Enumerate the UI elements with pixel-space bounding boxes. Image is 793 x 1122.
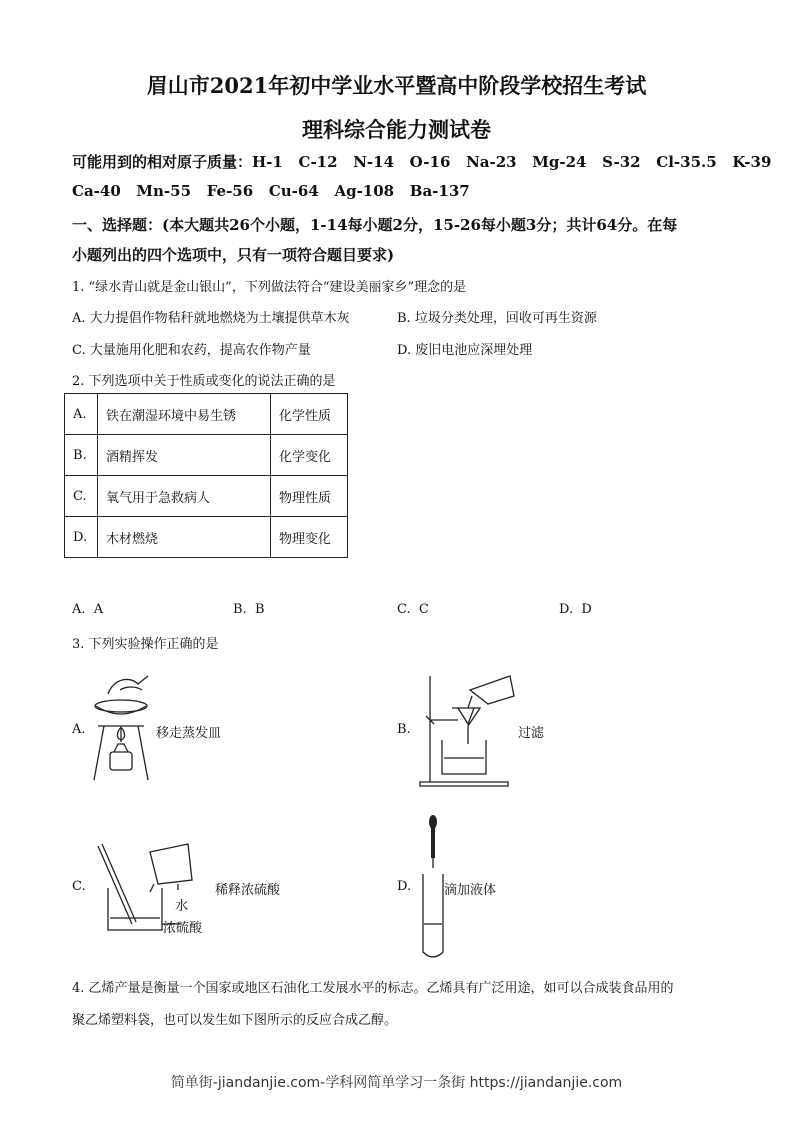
atomic-masses-line1: 可能用到的相对原子质量：H-1 C-12 N-14 O-16 Na-23 Mg-24 S-32 Cl-35.5 K-39 [72,153,772,171]
section-heading-line1: 一、选择题：(本大题共26个小题，1-14每小题2分，15-26每小题3分；共计64分。在每 [72,216,678,234]
table-cell: D. [65,517,98,558]
q3-option-d-letter: D. [397,879,412,894]
table-row [65,435,348,476]
table-cell: B. [65,435,98,476]
q2-answer-b: B. B [233,602,265,617]
table-cell: A. [65,394,98,435]
q3-option-a-letter: A. [72,722,86,737]
q3-option-b-caption: 过滤 [518,726,545,741]
table-cell: 铁在潮湿环境中易生锈 [98,394,271,435]
q1-option-d: D. 废旧电池应深埋处理 [397,343,533,358]
table-cell: 化学性质 [271,394,348,435]
q2-stem: 2. 下列选项中关于性质或变化的说法正确的是 [72,374,336,389]
table-cell: 酒精挥发 [98,435,271,476]
q4-line2: 聚乙烯塑料袋，也可以发生如下图所示的反应合成乙醇。 [72,1013,398,1028]
footer-watermark: 简单街-jiandanjie.com-学科网简单学习一条街 https://jiandanjie.com [170,1075,623,1091]
table-row [65,394,348,435]
atomic-masses-line2: Ca-40 Mn-55 Fe-56 Cu-64 Ag-108 Ba-137 [72,182,470,200]
table-cell: 木材燃烧 [98,517,271,558]
q4-line1: 4. 乙烯产量是衡量一个国家或地区石油化工发展水平的标志。乙烯具有广泛用途，如可以合成装食品用的 [72,981,674,996]
evaporating-dish-figure [86,672,156,784]
q3-option-d-caption: 滴加液体 [444,883,497,898]
q3-option-c-water-label: 水 [175,899,189,914]
q3-option-b-letter: B. [397,722,411,737]
table-cell: 化学变化 [271,435,348,476]
table-row [65,517,348,558]
q2-answer-a: A. A [72,602,104,617]
exam-title: 眉山市2021年初中学业水平暨高中阶段学校招生考试 [146,73,647,98]
q3-option-c-acid-label: 浓硫酸 [163,921,203,936]
q3-option-c-caption: 稀释浓硫酸 [215,883,281,898]
q1-option-a: A. 大力提倡作物秸秆就地燃烧为土壤提供草木灰 [72,311,350,326]
q3-option-c-letter: C. [72,879,86,894]
exam-subtitle: 理科综合能力测试卷 [302,117,491,142]
q1-stem: 1. “绿水青山就是金山银山”，下列做法符合“建设美丽家乡”理念的是 [72,280,467,295]
table-cell: C. [65,476,98,517]
table-cell: 物理性质 [271,476,348,517]
filtration-figure [418,666,518,790]
q3-stem: 3. 下列实验操作正确的是 [72,637,219,652]
table-cell: 物理变化 [271,517,348,558]
section-heading-line2: 小题列出的四个选项中，只有一项符合题目要求) [72,246,395,264]
table-cell: 氧气用于急救病人 [98,476,271,517]
q1-option-c: C. 大量施用化肥和农药，提高农作物产量 [72,343,311,358]
q1-option-b: B. 垃圾分类处理，回收可再生资源 [397,311,597,326]
q3-option-a-caption: 移走蒸发皿 [156,726,222,741]
q2-table [64,393,348,558]
table-row [65,476,348,517]
q2-answer-c: C. C [397,602,429,617]
q2-answer-d: D. D [559,602,592,617]
